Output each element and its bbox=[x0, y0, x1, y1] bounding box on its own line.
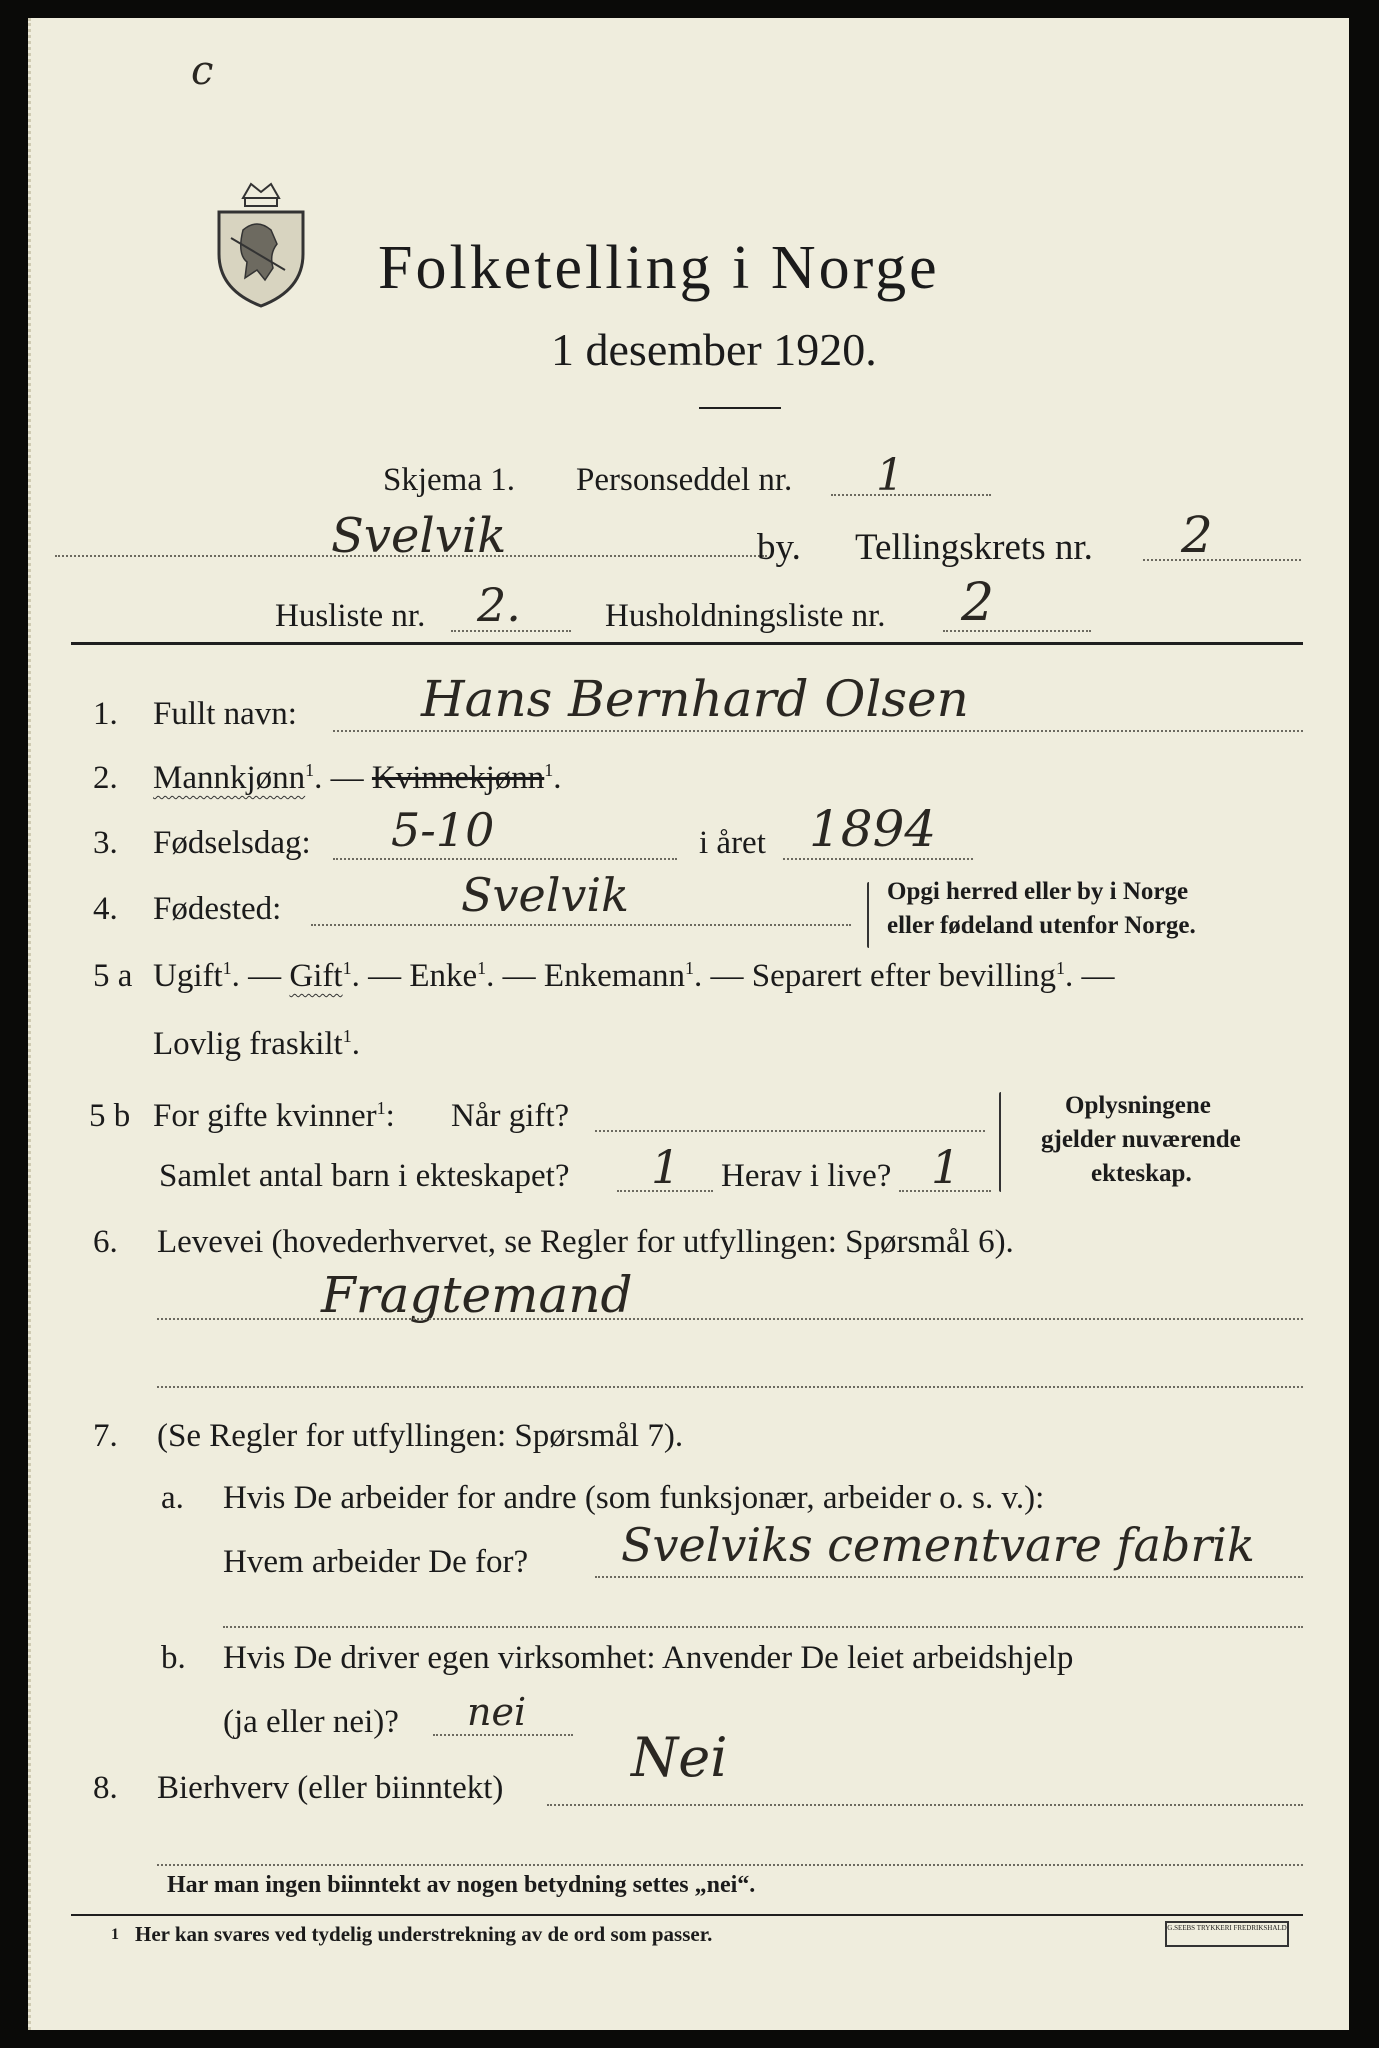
q7b-letter: b. bbox=[161, 1640, 186, 1676]
husholdningsliste-label: Husholdningsliste nr. bbox=[605, 598, 886, 634]
coat-of-arms-icon bbox=[213, 178, 309, 310]
married-option: Gift bbox=[289, 958, 343, 994]
birthplace-value: Svelvik bbox=[461, 868, 630, 922]
q5b-note-line2: gjelder nuværende bbox=[1041, 1126, 1241, 1153]
when-married-label: Når gift? bbox=[451, 1098, 570, 1134]
form-subtitle: 1 desember 1920. bbox=[551, 324, 877, 375]
husliste-value: 2. bbox=[477, 578, 521, 632]
q7-label: (Se Regler for utfyllingen: Spørsmål 7). bbox=[157, 1418, 684, 1454]
corner-pencil-mark: c bbox=[191, 48, 214, 94]
alive-label: Herav i live? bbox=[721, 1158, 892, 1194]
q4-number: 4. bbox=[93, 891, 118, 927]
q5a-number: 5 a bbox=[93, 958, 133, 994]
q4-note-line1: Opgi herred eller by i Norge bbox=[887, 878, 1189, 905]
footnote-text: Her kan svares ved tydelig understrekning av de ord som passer. bbox=[135, 1922, 713, 1946]
husholdningsliste-value: 2 bbox=[961, 573, 995, 633]
skjema-label: Skjema 1. bbox=[383, 462, 515, 498]
footer-rule bbox=[71, 1914, 1303, 1916]
children-label: Samlet antal barn i ekteskapet? bbox=[159, 1158, 570, 1194]
q5b-note-line1: Oplysningene bbox=[1065, 1092, 1211, 1119]
q6-number: 6. bbox=[93, 1224, 118, 1260]
by-label: by. bbox=[757, 527, 801, 568]
q2-number: 2. bbox=[93, 760, 118, 796]
footer-note: Har man ingen biinntekt av nogen betydning settes „nei“. bbox=[167, 1872, 756, 1898]
form-title: Folketelling i Norge bbox=[378, 234, 940, 302]
hired-help-value: nei bbox=[467, 1690, 527, 1734]
census-form bbox=[28, 18, 1349, 2030]
personseddel-label: Personseddel nr. bbox=[576, 462, 793, 498]
alive-value: 1 bbox=[931, 1140, 961, 1194]
birthdate-value: 5-10 bbox=[391, 803, 495, 857]
q3-label: Fødselsdag: bbox=[153, 825, 311, 861]
q5b-note-line3: ekteskap. bbox=[1091, 1160, 1192, 1187]
header-rule bbox=[71, 642, 1303, 645]
q7a-line1: Hvis De arbeider for andre (som funksjonær, arbeider o. s. v.): bbox=[223, 1480, 1045, 1516]
side-income-value: Nei bbox=[631, 1726, 728, 1789]
q7a-letter: a. bbox=[161, 1480, 184, 1516]
q7-number: 7. bbox=[93, 1418, 118, 1454]
q1-number: 1. bbox=[93, 696, 118, 732]
q5b-number: 5 b bbox=[89, 1098, 131, 1134]
q5b-label: For gifte kvinner$^1$: bbox=[153, 1098, 395, 1134]
q6-label: Levevei (hovederhvervet, se Regler for utfyllingen: Spørsmål 6). bbox=[157, 1224, 1014, 1260]
occupation-value: Fragtemand bbox=[321, 1266, 633, 1324]
q7b-line2: (ja eller nei)? bbox=[223, 1704, 399, 1740]
employer-value: Svelviks cementvare fabrik bbox=[621, 1518, 1255, 1572]
q8-label: Bierhverv (eller biinntekt) bbox=[157, 1770, 504, 1806]
male-option: Mannkjønn bbox=[153, 760, 306, 796]
q5a-line2: Lovlig fraskilt$^1$. bbox=[153, 1026, 360, 1062]
husliste-label: Husliste nr. bbox=[275, 598, 426, 634]
tellingskrets-value: 2 bbox=[1181, 506, 1213, 564]
personseddel-value: 1 bbox=[876, 450, 904, 501]
q7b-line1: Hvis De driver egen virksomhet: Anvender De leiet arbeidshjelp bbox=[223, 1640, 1074, 1676]
q1-label: Fullt navn: bbox=[153, 696, 297, 732]
year-label: i året bbox=[699, 825, 766, 861]
children-value: 1 bbox=[651, 1140, 681, 1194]
printer-stamp: G.SEEBS TRYKKERI FREDRIKSHALD bbox=[1165, 1921, 1289, 1947]
q8-number: 8. bbox=[93, 1770, 118, 1806]
q7a-line2: Hvem arbeider De for? bbox=[223, 1544, 529, 1580]
female-option: Kvinnekjønn bbox=[371, 760, 545, 796]
birth-year-value: 1894 bbox=[809, 800, 937, 858]
q3-number: 3. bbox=[93, 825, 118, 861]
q2-line: Mannkjønn$^1$. — Kvinnekjønn$^1$. bbox=[153, 760, 562, 796]
tellingskrets-label: Tellingskrets nr. bbox=[855, 527, 1093, 568]
q4-label: Fødested: bbox=[153, 891, 282, 927]
place-value: Svelvik bbox=[331, 508, 507, 564]
q4-note-line2: eller fødeland utenfor Norge. bbox=[887, 912, 1196, 939]
footnote-mark: 1 bbox=[111, 1926, 119, 1943]
full-name-value: Hans Bernhard Olsen bbox=[421, 670, 969, 728]
q5a-line1: Ugift$^1$. — Gift$^1$. — Enke$^1$. — Enkemann$^1$. — Separert efter bevilling$^1$. — bbox=[153, 958, 1115, 994]
title-divider bbox=[699, 407, 781, 409]
